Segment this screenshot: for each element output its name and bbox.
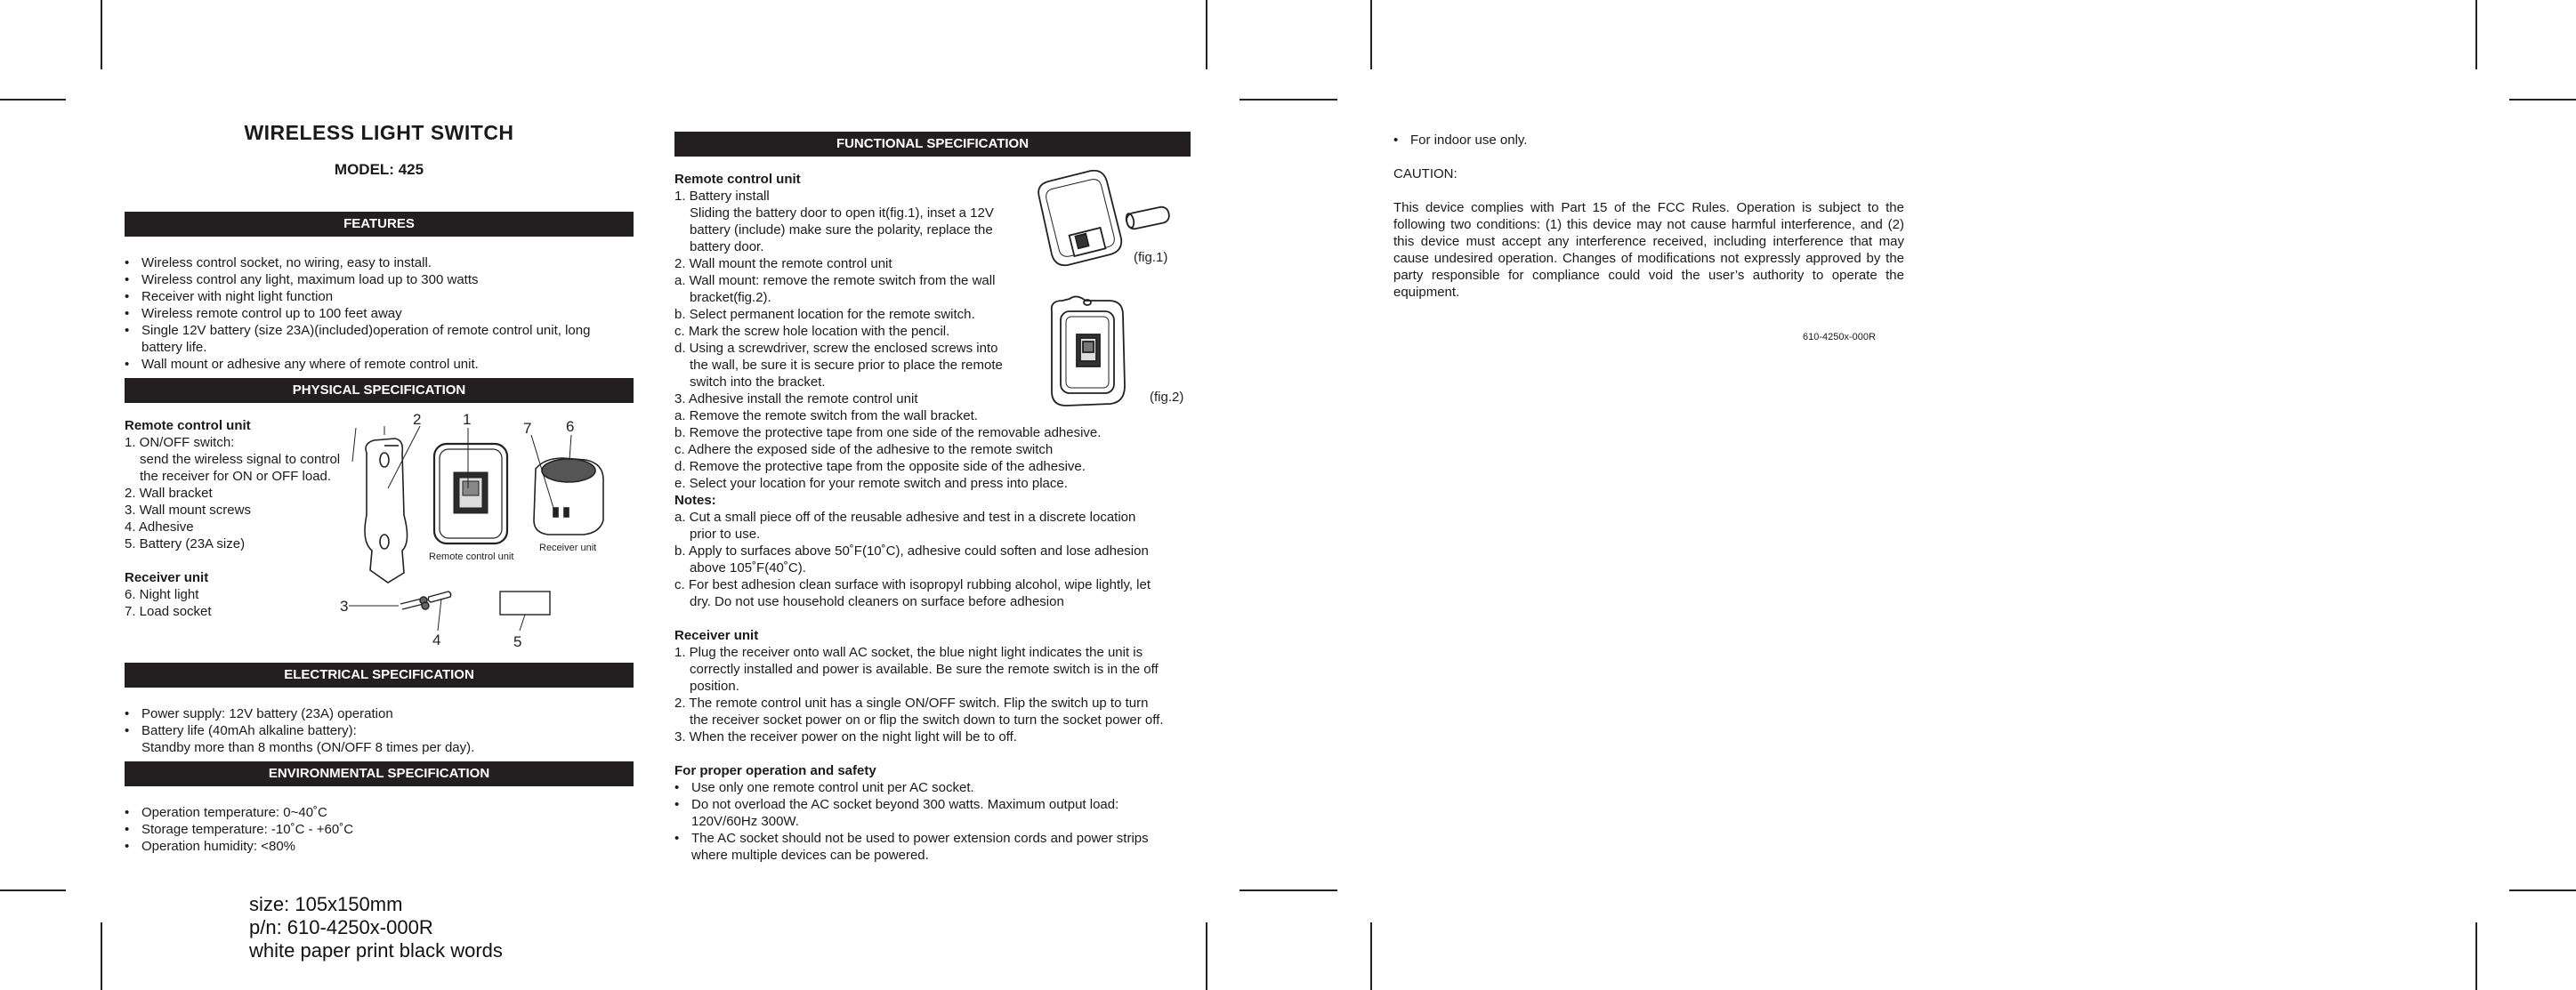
print-spec-note xyxy=(249,893,503,962)
environmental-spec-heading: ENVIRONMENTAL SPECIFICATION xyxy=(125,761,634,786)
remote-unit-drawing xyxy=(434,444,507,543)
text-line: battery door. xyxy=(690,239,764,254)
text-line: 2. The remote control unit has a single ON/OFF switch. Flip the switch up to turn xyxy=(674,696,1149,711)
features-heading: FEATURES xyxy=(125,212,634,237)
crop-mark xyxy=(0,889,66,891)
list-item: • For indoor use only. xyxy=(1393,132,1904,149)
print-instructions: white paper print black words xyxy=(249,939,503,962)
list-item: • Receiver with night light function xyxy=(125,288,634,305)
text-line: prior to use. xyxy=(690,527,761,542)
text-line: above 105˚F(40˚C). xyxy=(690,560,806,575)
text-line: correctly installed and power is available. Be sure the remote switch is in the off xyxy=(690,662,1159,677)
fig2-drawing xyxy=(1038,294,1189,415)
functional-spec-heading: FUNCTIONAL SPECIFICATION xyxy=(674,132,1191,157)
text-line: where multiple devices can be powered. xyxy=(691,848,929,863)
list-item: 3. Wall mount screws xyxy=(125,503,251,518)
callout-5: 5 xyxy=(513,633,522,650)
text-line: b. Apply to surfaces above 50˚F(10˚C), adhesive could soften and lose adhesion xyxy=(674,543,1149,559)
environmental-list xyxy=(125,804,634,855)
indoor-note xyxy=(1393,132,1904,149)
features-list xyxy=(125,254,634,373)
screws-drawing xyxy=(400,597,429,609)
part-number-label: 610-4250x-000R xyxy=(1803,332,1876,342)
receiver-unit-title: Receiver unit xyxy=(125,570,209,585)
list-item: • Wireless control any light, maximum load up to 300 watts xyxy=(125,271,634,288)
list-item: • Operation temperature: 0~40˚C xyxy=(125,804,634,821)
model-number: MODEL: 425 xyxy=(334,161,424,178)
callout-4: 4 xyxy=(432,632,441,648)
list-item: the receiver for ON or OFF load. xyxy=(140,469,332,484)
text-line: b. Remove the protective tape from one side of the removable adhesive. xyxy=(674,425,1102,440)
receiver-unit-title: Receiver unit xyxy=(674,628,759,643)
text-line: 2. Wall mount the remote control unit xyxy=(674,256,892,271)
safety-list-continued xyxy=(674,830,1191,847)
list-item: • Power supply: 12V battery (23A) operation xyxy=(125,705,634,722)
fig1-drawing xyxy=(1029,162,1180,276)
list-item: • Use only one remote control unit per AC socket. xyxy=(674,779,1191,796)
text-line: 3. When the receiver power on the night light will be to off. xyxy=(674,729,1017,745)
list-item: • Do not overload the AC socket beyond 300 watts. Maximum output load: xyxy=(674,796,1191,813)
list-item: • Wall mount or adhesive any where of remote control unit. xyxy=(125,356,634,373)
text-line: 3. Adhesive install the remote control unit xyxy=(674,391,918,406)
list-item: • Single 12V battery (size 23A)(included)operation of remote control unit, long battery life. xyxy=(125,322,634,356)
crop-mark xyxy=(2475,0,2477,69)
physical-spec-heading: PHYSICAL SPECIFICATION xyxy=(125,378,634,403)
crop-mark xyxy=(1240,99,1337,101)
callout-2: 2 xyxy=(413,411,422,428)
callout-7: 7 xyxy=(523,420,532,437)
crop-mark xyxy=(101,0,102,69)
right-panel xyxy=(1393,132,1904,346)
left-panel xyxy=(125,121,634,855)
text-line: d. Remove the protective tape from the opposite side of the adhesive. xyxy=(674,459,1086,474)
callout-6: 6 xyxy=(566,418,575,435)
text-line: dry. Do not use household cleaners on surface before adhesion xyxy=(690,594,1064,609)
text-line: battery (include) make sure the polarity, replace the xyxy=(690,222,993,237)
components-diagram xyxy=(340,408,634,650)
crop-mark xyxy=(1370,922,1372,990)
list-item: • Battery life (40mAh alkaline battery): xyxy=(125,722,634,739)
text-line: b. Select permanent location for the remote switch. xyxy=(674,307,975,322)
text-line: a. Cut a small piece off of the reusable adhesive and test in a discrete location xyxy=(674,510,1136,525)
text-line: c. For best adhesion clean surface with isopropyl rubbing alcohol, wipe lightly, let xyxy=(674,577,1151,592)
text-line: a. Remove the remote switch from the wall bracket. xyxy=(674,408,978,423)
remote-unit-title: Remote control unit xyxy=(674,172,801,187)
crop-mark xyxy=(0,99,66,101)
middle-panel xyxy=(674,132,1191,864)
text-line: 1. Battery install xyxy=(674,189,770,204)
list-item: • Operation humidity: <80% xyxy=(125,838,634,855)
text-line: d. Using a screwdriver, screw the enclosed screws into xyxy=(674,341,998,356)
text-line: the receiver socket power on or flip the switch down to turn the socket power off. xyxy=(690,712,1164,728)
list-item: 1. ON/OFF switch: xyxy=(125,435,235,450)
list-item: 5. Battery (23A size) xyxy=(125,536,246,551)
wall-bracket-drawing xyxy=(365,439,408,583)
receiver-caption: Receiver unit xyxy=(539,543,597,553)
safety-list xyxy=(674,779,1191,813)
list-item: send the wireless signal to control xyxy=(140,452,341,467)
list-item: 2. Wall bracket xyxy=(125,486,213,501)
safety-title: For proper operation and safety xyxy=(674,763,876,778)
callout-1: 1 xyxy=(463,411,472,428)
list-item: • The AC socket should not be used to power extension cords and power strips xyxy=(674,830,1191,847)
text-line: c. Adhere the exposed side of the adhesive to the remote switch xyxy=(674,442,1054,457)
print-size: size: 105x150mm xyxy=(249,893,403,915)
physical-spec-section xyxy=(125,411,634,659)
fig2-label: (fig.2) xyxy=(1150,390,1184,405)
text-line: bracket(fig.2). xyxy=(690,290,771,305)
callout-3: 3 xyxy=(340,598,349,615)
list-item: 6. Night light xyxy=(125,587,199,602)
crop-mark xyxy=(2475,922,2477,990)
text-line: position. xyxy=(690,679,739,694)
remote-caption: Remote control unit xyxy=(429,551,514,562)
text-line: e. Select your location for your remote switch and press into place. xyxy=(674,476,1068,491)
list-item: 7. Load socket xyxy=(125,604,212,619)
electrical-list xyxy=(125,705,634,739)
notes-title: Notes: xyxy=(674,493,716,508)
crop-mark xyxy=(2509,889,2576,891)
caution-heading: CAUTION: xyxy=(1393,166,1458,181)
text-line: Sliding the battery door to open it(fig.1), inset a 12V xyxy=(690,205,994,221)
text-line: a. Wall mount: remove the remote switch from the wall xyxy=(674,273,996,288)
text-line: switch into the bracket. xyxy=(690,374,826,390)
print-part-number: p/n: 610-4250x-000R xyxy=(249,916,433,938)
list-item: 4. Adhesive xyxy=(125,519,194,535)
text-line: the wall, be sure it is secure prior to place the remote xyxy=(690,358,1003,373)
remote-unit-title: Remote control unit xyxy=(125,418,251,433)
battery-drawing xyxy=(500,592,550,615)
fig1-label: (fig.1) xyxy=(1134,250,1168,265)
crop-mark xyxy=(1206,0,1207,69)
crop-mark xyxy=(101,922,102,990)
text-line: 120V/60Hz 300W. xyxy=(691,814,799,829)
list-item: • Wireless remote control up to 100 feet away xyxy=(125,305,634,322)
crop-mark xyxy=(1240,889,1337,891)
list-item: Standby more than 8 months (ON/OFF 8 times per day). xyxy=(141,740,475,755)
text-line: c. Mark the screw hole location with the pencil. xyxy=(674,324,950,339)
list-item: • Wireless control socket, no wiring, easy to install. xyxy=(125,254,634,271)
crop-mark xyxy=(1206,922,1207,990)
crop-mark xyxy=(2509,99,2576,101)
adhesive-drawing xyxy=(428,592,450,602)
electrical-spec-heading: ELECTRICAL SPECIFICATION xyxy=(125,663,634,688)
document-title: WIRELESS LIGHT SWITCH xyxy=(244,121,514,144)
fcc-statement: This device complies with Part 15 of the FCC Rules. Operation is subject to the following two conditions: (1) this device may not cause harmful interference, and (2) this device must accept any interference received, including interference that may cause undesired operation. Changes of modifications not expressly approved by the party responsible for compliance could void the user’s authority to operate the equipment. xyxy=(1393,200,1904,300)
list-item: • Storage temperature: -10˚C - +60˚C xyxy=(125,821,634,838)
text-line: 1. Plug the receiver onto wall AC socket, the blue night light indicates the unit is xyxy=(674,645,1143,660)
receiver-unit-drawing xyxy=(534,458,603,535)
crop-mark xyxy=(1370,0,1372,69)
